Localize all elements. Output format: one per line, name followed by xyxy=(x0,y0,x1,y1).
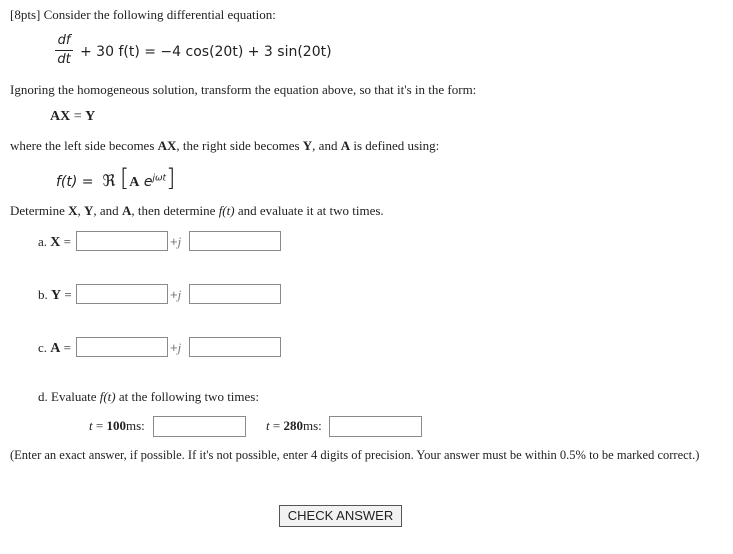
determine-part: Determine xyxy=(10,203,69,218)
where-part: , the right side becomes xyxy=(176,138,303,153)
part-a-label xyxy=(38,234,71,251)
j-symbol: j xyxy=(177,287,182,302)
a-imag-input[interactable] xyxy=(189,337,281,357)
time-unit: ms: xyxy=(125,418,145,433)
plus-j-label xyxy=(170,287,181,303)
time-eq: = xyxy=(269,418,284,433)
j-symbol: j xyxy=(177,340,182,355)
part-var: A xyxy=(50,341,61,356)
where-bold: Y xyxy=(302,138,313,153)
form-right: Y xyxy=(85,109,96,124)
plus-j-label xyxy=(170,340,181,356)
part-prefix: a. xyxy=(38,234,51,249)
time-value: 100 xyxy=(106,418,126,433)
def-exp-base: e xyxy=(143,174,153,190)
where-part: where the left side becomes xyxy=(10,138,158,153)
plus-sign: + xyxy=(170,340,178,355)
time-value: 280 xyxy=(283,418,303,433)
time-unit: ms: xyxy=(302,418,322,433)
a-real-input[interactable] xyxy=(76,337,168,357)
evaluate-part: d. Evaluate xyxy=(38,389,100,404)
def-inner: A xyxy=(129,175,140,190)
form-equation xyxy=(50,109,95,125)
time-var: t xyxy=(89,418,93,433)
where-text xyxy=(10,138,439,154)
part-var: Y xyxy=(51,288,62,303)
derivative-fraction xyxy=(55,33,73,68)
plus-sign: + xyxy=(170,287,178,302)
frac-denominator: dt xyxy=(57,52,71,67)
real-part-symbol: ℜ xyxy=(102,171,116,190)
part-c-label xyxy=(38,340,71,357)
plus-sign: + xyxy=(170,234,178,249)
part-eq: = xyxy=(60,234,71,249)
left-bracket-icon: [ xyxy=(119,164,130,192)
part-b-label xyxy=(38,287,72,304)
part-prefix: b. xyxy=(38,287,51,302)
frac-bar xyxy=(55,50,73,51)
check-answer-button[interactable]: CHECK ANSWER xyxy=(279,505,402,527)
right-bracket-icon: ] xyxy=(166,164,176,192)
def-lhs: f(t) = xyxy=(56,174,94,190)
determine-italic: f(t) xyxy=(218,203,235,218)
time-eq: = xyxy=(92,418,107,433)
where-bold: AX xyxy=(157,138,177,153)
determine-part: , and xyxy=(93,203,122,218)
def-exp-sup: jωt xyxy=(152,173,167,184)
part-eq: = xyxy=(61,287,72,302)
instruction-text: Ignoring the homogeneous solution, transform the equation above, so that it's in the form: xyxy=(10,82,477,97)
where-bold: A xyxy=(340,138,351,153)
where-part: is defined using: xyxy=(350,138,440,153)
determine-bold: Y xyxy=(84,203,94,218)
x-real-input[interactable] xyxy=(76,231,168,251)
evaluate-text xyxy=(38,389,259,405)
determine-bold: A xyxy=(121,203,132,218)
form-left: AX xyxy=(50,109,71,124)
t280-input[interactable] xyxy=(329,416,422,437)
evaluate-italic: f(t) xyxy=(99,389,116,404)
x-imag-input[interactable] xyxy=(189,231,281,251)
t100-input[interactable] xyxy=(153,416,246,437)
part-eq: = xyxy=(60,340,71,355)
definition-equation xyxy=(56,164,175,192)
determine-text xyxy=(10,203,384,219)
time-1-label xyxy=(89,418,145,434)
determine-bold: X xyxy=(68,203,78,218)
determine-part: and evaluate it at two times. xyxy=(234,203,384,218)
intro-text: [8pts] Consider the following differential equation: xyxy=(10,7,276,22)
y-real-input[interactable] xyxy=(76,284,168,304)
part-var: X xyxy=(50,235,61,250)
determine-part: , then determine xyxy=(131,203,219,218)
time-2-label xyxy=(266,418,322,434)
precision-note: (Enter an exact answer, if possible. If it's not possible, enter 4 digits of precision. Your answer must be within 0.5% to be marked correct.) xyxy=(10,448,700,462)
j-symbol: j xyxy=(177,234,182,249)
determine-part: , xyxy=(77,203,85,218)
y-imag-input[interactable] xyxy=(189,284,281,304)
frac-numerator: df xyxy=(57,33,71,48)
equation-rest: + 30 f(t) = −4 cos(20t) + 3 sin(20t) xyxy=(80,44,332,60)
part-prefix: c. xyxy=(38,340,51,355)
evaluate-part: at the following two times: xyxy=(115,389,259,404)
plus-j-label xyxy=(170,234,181,250)
where-part: , and xyxy=(312,138,341,153)
time-var: t xyxy=(266,418,270,433)
form-eq: = xyxy=(70,109,86,124)
